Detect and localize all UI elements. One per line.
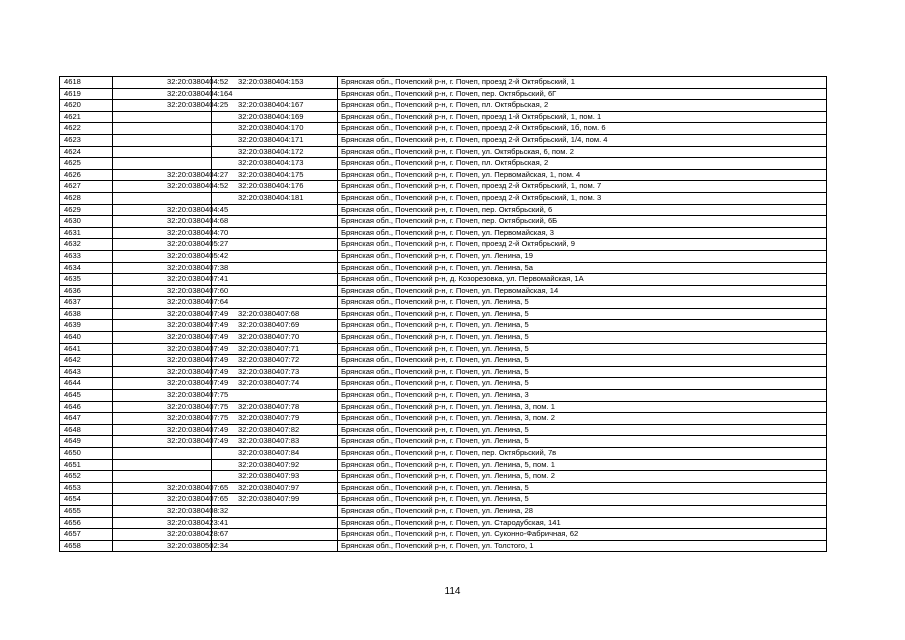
cadastral-number-cell: 32:20:0380407:38 <box>113 262 212 274</box>
row-number-cell: 4632 <box>60 239 113 251</box>
cadastral-number-cell: 32:20:0380407:65 <box>113 494 212 506</box>
object-cadastral-number-cell: 32:20:0380407:70 <box>212 332 338 344</box>
table-row <box>60 134 827 146</box>
table-row <box>60 77 827 89</box>
cadastral-number-cell: 32:20:0380404:68 <box>113 216 212 228</box>
table-row <box>60 436 827 448</box>
table-row <box>60 343 827 355</box>
table-row <box>60 366 827 378</box>
address-cell: Брянская обл., Почепский р-н, г. Почеп, ул. Ленина, 5 <box>338 366 827 378</box>
table-row <box>60 204 827 216</box>
cadastral-number-cell <box>113 158 212 170</box>
address-cell: Брянская обл., Почепский р-н, г. Почеп, ул. Ленина, 5 <box>338 436 827 448</box>
object-cadastral-number-cell <box>212 285 338 297</box>
row-number-cell: 4624 <box>60 146 113 158</box>
row-number-cell: 4638 <box>60 308 113 320</box>
page-number: 114 <box>444 586 461 597</box>
table-row <box>60 517 827 529</box>
row-number-cell: 4657 <box>60 529 113 541</box>
row-number-cell: 4634 <box>60 262 113 274</box>
address-cell: Брянская обл., Почепский р-н, г. Почеп, ул. Ленина, 3, пом. 1 <box>338 401 827 413</box>
cadastral-number-cell: 32:20:0380407:49 <box>113 436 212 448</box>
cadastral-number-cell: 32:20:0380407:49 <box>113 308 212 320</box>
cadastral-number-cell: 32:20:0380407:75 <box>113 413 212 425</box>
object-cadastral-number-cell: 32:20:0380407:69 <box>212 320 338 332</box>
object-cadastral-number-cell: 32:20:0380404:169 <box>212 111 338 123</box>
object-cadastral-number-cell <box>212 262 338 274</box>
object-cadastral-number-cell: 32:20:0380407:68 <box>212 308 338 320</box>
row-number-cell: 4642 <box>60 355 113 367</box>
table-row <box>60 540 827 552</box>
address-cell: Брянская обл., Почепский р-н, г. Почеп, пер. Октябрьский, 7в <box>338 448 827 460</box>
cadastral-number-cell: 32:20:0380405:27 <box>113 239 212 251</box>
address-cell: Брянская обл., Почепский р-н, г. Почеп, ул. Ленина, 28 <box>338 505 827 517</box>
row-number-cell: 4627 <box>60 181 113 193</box>
row-number-cell: 4654 <box>60 494 113 506</box>
address-cell: Брянская обл., Почепский р-н, г. Почеп, проезд 2-й Октябрьский, 9 <box>338 239 827 251</box>
row-number-cell: 4622 <box>60 123 113 135</box>
row-number-cell: 4630 <box>60 216 113 228</box>
table-row <box>60 100 827 112</box>
address-cell: Брянская обл., Почепский р-н, г. Почеп, пер. Октябрьский, 6Б <box>338 216 827 228</box>
address-cell: Брянская обл., Почепский р-н, г. Почеп, ул. Ленина, 5 <box>338 424 827 436</box>
cadastral-number-cell: 32:20:0380428:67 <box>113 529 212 541</box>
table-row <box>60 413 827 425</box>
cadastral-number-cell: 32:20:0380407:75 <box>113 390 212 402</box>
cadastral-number-cell: 32:20:0380407:49 <box>113 343 212 355</box>
address-cell: Брянская обл., Почепский р-н, г. Почеп, проезд 2-й Октябрьский, 1 <box>338 77 827 89</box>
cadastral-number-cell: 32:20:0380407:49 <box>113 332 212 344</box>
object-cadastral-number-cell: 32:20:0380407:82 <box>212 424 338 436</box>
cadastral-number-cell <box>113 448 212 460</box>
table-row <box>60 355 827 367</box>
address-cell: Брянская обл., Почепский р-н, г. Почеп, ул. Ленина, 5 <box>338 355 827 367</box>
object-cadastral-number-cell: 32:20:0380407:74 <box>212 378 338 390</box>
row-number-cell: 4623 <box>60 134 113 146</box>
cadastral-number-cell: 32:20:0380407:49 <box>113 320 212 332</box>
row-number-cell: 4625 <box>60 158 113 170</box>
table-row <box>60 123 827 135</box>
cadastral-number-cell: 32:20:0380407:64 <box>113 297 212 309</box>
table-row <box>60 146 827 158</box>
object-cadastral-number-cell <box>212 529 338 541</box>
address-cell: Брянская обл., Почепский р-н, г. Почеп, проезд 2-й Октябрьский, 1, пом. 7 <box>338 181 827 193</box>
row-number-cell: 4635 <box>60 274 113 286</box>
table-row <box>60 181 827 193</box>
cadastral-number-cell <box>113 192 212 204</box>
table-row <box>60 471 827 483</box>
table-row <box>60 505 827 517</box>
object-cadastral-number-cell: 32:20:0380407:78 <box>212 401 338 413</box>
object-cadastral-number-cell: 32:20:0380407:92 <box>212 459 338 471</box>
object-cadastral-number-cell: 32:20:0380404:175 <box>212 169 338 181</box>
address-cell: Брянская обл., Почепский р-н, г. Почеп, ул. Ленина, 3, пом. 2 <box>338 413 827 425</box>
table-row <box>60 285 827 297</box>
row-number-cell: 4650 <box>60 448 113 460</box>
row-number-cell: 4631 <box>60 227 113 239</box>
row-number-cell: 4628 <box>60 192 113 204</box>
row-number-cell: 4618 <box>60 77 113 89</box>
table-row <box>60 320 827 332</box>
table-row <box>60 459 827 471</box>
object-cadastral-number-cell <box>212 505 338 517</box>
object-cadastral-number-cell <box>212 204 338 216</box>
row-number-cell: 4656 <box>60 517 113 529</box>
address-cell: Брянская обл., Почепский р-н, г. Почеп, проезд 2-й Октябрьский, 1б, пом. 6 <box>338 123 827 135</box>
table-row <box>60 332 827 344</box>
address-cell: Брянская обл., Почепский р-н, г. Почеп, проезд 1-й Октябрьский, 1, пом. 1 <box>338 111 827 123</box>
row-number-cell: 4621 <box>60 111 113 123</box>
cadastral-number-cell: 32:20:0380404:52 <box>113 181 212 193</box>
table-row <box>60 424 827 436</box>
address-cell: Брянская обл., Почепский р-н, г. Почеп, ул. Первомайская, 1, пом. 4 <box>338 169 827 181</box>
row-number-cell: 4649 <box>60 436 113 448</box>
cadastral-number-cell <box>113 471 212 483</box>
table-row <box>60 262 827 274</box>
object-cadastral-number-cell <box>212 540 338 552</box>
address-cell: Брянская обл., Почепский р-н, г. Почеп, ул. Ленина, 5, пом. 2 <box>338 471 827 483</box>
object-cadastral-number-cell <box>212 274 338 286</box>
table-row <box>60 308 827 320</box>
cadastral-number-cell: 32:20:0380408:32 <box>113 505 212 517</box>
row-number-cell: 4636 <box>60 285 113 297</box>
row-number-cell: 4645 <box>60 390 113 402</box>
address-cell: Брянская обл., Почепский р-н, г. Почеп, ул. Суконно-Фабричная, 62 <box>338 529 827 541</box>
address-cell: Брянская обл., Почепский р-н, г. Почеп, ул. Ленина, 5 <box>338 297 827 309</box>
object-cadastral-number-cell <box>212 227 338 239</box>
cadastral-number-cell: 32:20:0380502:34 <box>113 540 212 552</box>
table-row <box>60 88 827 100</box>
row-number-cell: 4644 <box>60 378 113 390</box>
row-number-cell: 4640 <box>60 332 113 344</box>
row-number-cell: 4643 <box>60 366 113 378</box>
address-cell: Брянская обл., Почепский р-н, г. Почеп, ул. Ленина, 5а <box>338 262 827 274</box>
address-cell: Брянская обл., Почепский р-н, г. Почеп, пл. Октябрьская, 2 <box>338 158 827 170</box>
cadastral-number-cell: 32:20:0380407:65 <box>113 482 212 494</box>
object-cadastral-number-cell: 32:20:0380404:181 <box>212 192 338 204</box>
object-cadastral-number-cell: 32:20:0380407:73 <box>212 366 338 378</box>
table-row <box>60 529 827 541</box>
object-cadastral-number-cell <box>212 239 338 251</box>
address-cell: Брянская обл., Почепский р-н, г. Почеп, ул. Ленина, 5 <box>338 378 827 390</box>
table-row <box>60 390 827 402</box>
object-cadastral-number-cell: 32:20:0380407:72 <box>212 355 338 367</box>
address-cell: Брянская обл., Почепский р-н, г. Почеп, ул. Ленина, 5 <box>338 332 827 344</box>
object-cadastral-number-cell: 32:20:0380404:153 <box>212 77 338 89</box>
row-number-cell: 4639 <box>60 320 113 332</box>
address-cell: Брянская обл., Почепский р-н, г. Почеп, ул. Ленина, 5 <box>338 343 827 355</box>
address-cell: Брянская обл., Почепский р-н, г. Почеп, ул. Толстого, 1 <box>338 540 827 552</box>
property-table <box>59 76 827 552</box>
cadastral-number-cell: 32:20:0380404:52 <box>113 77 212 89</box>
address-cell: Брянская обл., Почепский р-н, д. Козорезовка, ул. Первомайская, 1А <box>338 274 827 286</box>
cadastral-number-cell: 32:20:0380404:27 <box>113 169 212 181</box>
address-cell: Брянская обл., Почепский р-н, г. Почеп, проезд 2-й Октябрьский, 1, пом. 3 <box>338 192 827 204</box>
table-row <box>60 401 827 413</box>
table-row <box>60 297 827 309</box>
address-cell: Брянская обл., Почепский р-н, г. Почеп, ул. Первомайская, 14 <box>338 285 827 297</box>
table-row <box>60 482 827 494</box>
table-body <box>60 77 827 552</box>
cadastral-number-cell: 32:20:0380404:164 <box>113 88 212 100</box>
object-cadastral-number-cell: 32:20:0380407:99 <box>212 494 338 506</box>
object-cadastral-number-cell <box>212 250 338 262</box>
row-number-cell: 4626 <box>60 169 113 181</box>
cadastral-number-cell <box>113 459 212 471</box>
row-number-cell: 4629 <box>60 204 113 216</box>
row-number-cell: 4653 <box>60 482 113 494</box>
object-cadastral-number-cell: 32:20:0380404:167 <box>212 100 338 112</box>
address-cell: Брянская обл., Почепский р-н, г. Почеп, ул. Ленина, 19 <box>338 250 827 262</box>
cadastral-number-cell <box>113 111 212 123</box>
cadastral-number-cell: 32:20:0380407:41 <box>113 274 212 286</box>
row-number-cell: 4633 <box>60 250 113 262</box>
address-cell: Брянская обл., Почепский р-н, г. Почеп, пер. Октябрьский, 6Г <box>338 88 827 100</box>
object-cadastral-number-cell <box>212 390 338 402</box>
cadastral-number-cell: 32:20:0380404:45 <box>113 204 212 216</box>
address-cell: Брянская обл., Почепский р-н, г. Почеп, ул. Ленина, 5 <box>338 494 827 506</box>
address-cell: Брянская обл., Почепский р-н, г. Почеп, ул. Октябрьская, 6, пом. 2 <box>338 146 827 158</box>
object-cadastral-number-cell: 32:20:0380407:83 <box>212 436 338 448</box>
table-row <box>60 250 827 262</box>
cadastral-number-cell: 32:20:0380407:49 <box>113 378 212 390</box>
cadastral-number-cell: 32:20:0380404:25 <box>113 100 212 112</box>
address-cell: Брянская обл., Почепский р-н, г. Почеп, проезд 2-й Октябрьский, 1/4, пом. 4 <box>338 134 827 146</box>
table-row <box>60 158 827 170</box>
object-cadastral-number-cell: 32:20:0380407:79 <box>212 413 338 425</box>
object-cadastral-number-cell: 32:20:0380407:93 <box>212 471 338 483</box>
table-row <box>60 227 827 239</box>
table-row <box>60 274 827 286</box>
cadastral-number-cell: 32:20:0380407:60 <box>113 285 212 297</box>
row-number-cell: 4641 <box>60 343 113 355</box>
object-cadastral-number-cell <box>212 216 338 228</box>
table-row <box>60 216 827 228</box>
table-row <box>60 192 827 204</box>
object-cadastral-number-cell: 32:20:0380404:172 <box>212 146 338 158</box>
object-cadastral-number-cell: 32:20:0380404:171 <box>212 134 338 146</box>
address-cell: Брянская обл., Почепский р-н, г. Почеп, ул. Ленина, 5, пом. 1 <box>338 459 827 471</box>
row-number-cell: 4648 <box>60 424 113 436</box>
address-cell: Брянская обл., Почепский р-н, г. Почеп, ул. Стародубская, 141 <box>338 517 827 529</box>
row-number-cell: 4655 <box>60 505 113 517</box>
address-cell: Брянская обл., Почепский р-н, г. Почеп, пер. Октябрьский, 6 <box>338 204 827 216</box>
cadastral-number-cell: 32:20:0380407:49 <box>113 355 212 367</box>
cadastral-number-cell: 32:20:0380405:42 <box>113 250 212 262</box>
row-number-cell: 4646 <box>60 401 113 413</box>
address-cell: Брянская обл., Почепский р-н, г. Почеп, ул. Первомайская, 3 <box>338 227 827 239</box>
object-cadastral-number-cell: 32:20:0380407:97 <box>212 482 338 494</box>
cadastral-number-cell <box>113 134 212 146</box>
table-row <box>60 111 827 123</box>
cadastral-number-cell: 32:20:0380407:49 <box>113 424 212 436</box>
table-row <box>60 448 827 460</box>
address-cell: Брянская обл., Почепский р-н, г. Почеп, ул. Ленина, 3 <box>338 390 827 402</box>
row-number-cell: 4637 <box>60 297 113 309</box>
row-number-cell: 4651 <box>60 459 113 471</box>
object-cadastral-number-cell: 32:20:0380404:173 <box>212 158 338 170</box>
row-number-cell: 4620 <box>60 100 113 112</box>
table-row <box>60 378 827 390</box>
cadastral-number-cell: 32:20:0380423:41 <box>113 517 212 529</box>
cadastral-number-cell: 32:20:0380404:70 <box>113 227 212 239</box>
address-cell: Брянская обл., Почепский р-н, г. Почеп, ул. Ленина, 5 <box>338 320 827 332</box>
address-cell: Брянская обл., Почепский р-н, г. Почеп, ул. Ленина, 5 <box>338 482 827 494</box>
cadastral-number-cell: 32:20:0380407:75 <box>113 401 212 413</box>
cadastral-number-cell <box>113 146 212 158</box>
object-cadastral-number-cell <box>212 517 338 529</box>
object-cadastral-number-cell: 32:20:0380404:176 <box>212 181 338 193</box>
table-row <box>60 239 827 251</box>
address-cell: Брянская обл., Почепский р-н, г. Почеп, ул. Ленина, 5 <box>338 308 827 320</box>
object-cadastral-number-cell: 32:20:0380404:170 <box>212 123 338 135</box>
address-cell: Брянская обл., Почепский р-н, г. Почеп, пл. Октябрьская, 2 <box>338 100 827 112</box>
object-cadastral-number-cell: 32:20:0380407:71 <box>212 343 338 355</box>
cadastral-number-cell <box>113 123 212 135</box>
object-cadastral-number-cell: 32:20:0380407:84 <box>212 448 338 460</box>
row-number-cell: 4619 <box>60 88 113 100</box>
cadastral-number-cell: 32:20:0380407:49 <box>113 366 212 378</box>
object-cadastral-number-cell <box>212 297 338 309</box>
table-row <box>60 169 827 181</box>
row-number-cell: 4647 <box>60 413 113 425</box>
table-row <box>60 494 827 506</box>
row-number-cell: 4658 <box>60 540 113 552</box>
row-number-cell: 4652 <box>60 471 113 483</box>
